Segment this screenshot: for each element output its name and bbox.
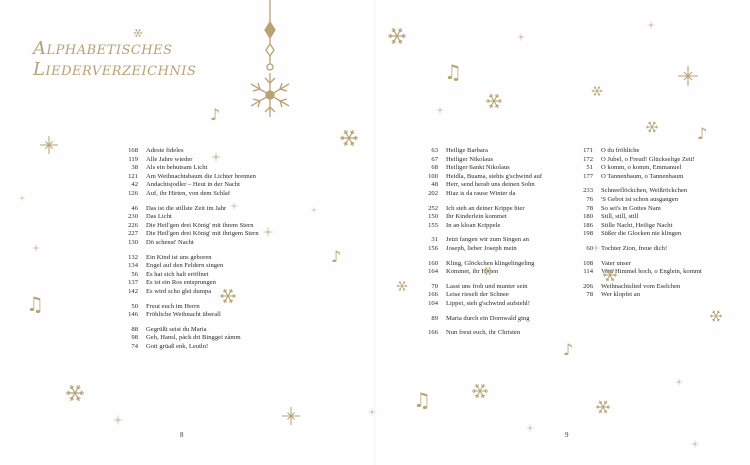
music-note-icon: ♪ — [210, 105, 221, 124]
entry-song-title: Kommet, ihr Hirten — [446, 268, 499, 276]
entry-page-number: 48 — [431, 181, 438, 189]
entry-page-number: 202 — [428, 189, 438, 197]
entry-song-title: Dö schenst' Nacht — [146, 238, 194, 246]
entry-page-number: 146 — [128, 311, 138, 319]
index-entry — [575, 260, 702, 269]
entry-song-title: Vom Himmel hoch, o Englein, kommt — [601, 268, 702, 276]
snowflake-icon — [471, 382, 489, 400]
sparkle-star-icon — [211, 152, 221, 162]
entry-song-title: Engel auf den Feldern singen — [146, 262, 224, 270]
index-entry — [120, 213, 259, 222]
entry-song-title: 'S Gebot ist schon ausgangen — [601, 195, 679, 203]
entry-song-title: Leise rieselt der Schnee — [446, 291, 509, 299]
index-entry — [575, 164, 702, 173]
entry-song-title: Tochter Zion, freue dich! — [601, 244, 668, 252]
entry-song-title: Ich steh an deiner Krippe hier — [446, 204, 525, 212]
entry-song-title: Wer klopfet an — [601, 291, 641, 299]
index-entry — [575, 147, 702, 156]
entry-page-number: 126 — [128, 189, 138, 197]
entry-page-number: 63 — [431, 147, 438, 154]
sparkle-star-icon — [517, 33, 525, 41]
entry-song-title: Es hat sich halt eröffnet — [146, 270, 209, 278]
index-entry — [120, 271, 259, 280]
entry-song-title: O Tannenbaum, o Tannenbaum — [601, 172, 684, 180]
sparkle-star-icon — [647, 21, 655, 29]
entry-page-number: 177 — [583, 172, 593, 180]
music-note-icon: ♪ — [697, 124, 708, 143]
index-entry — [120, 262, 259, 271]
entry-song-title: Lippei, steh g'schwind aufstehl! — [446, 299, 530, 307]
entry-song-title: Heiliger Nikolaus — [446, 155, 494, 163]
sparkle-star-icon — [311, 207, 317, 213]
entry-page-number: 114 — [583, 268, 593, 276]
entry-page-number: 206 — [583, 282, 593, 290]
sparkle-star-icon — [436, 106, 444, 114]
music-note-icon: ♫ — [26, 292, 44, 316]
entry-song-title: O Jubel, o Freud! Glückselige Zeit! — [601, 155, 695, 163]
snowflake-icon — [339, 128, 359, 148]
entry-page-number: 31 — [431, 236, 438, 244]
snowflake-icon — [595, 399, 611, 415]
entry-song-title: Geh, Hansl, pàck dri Binggei zàmm — [146, 334, 241, 342]
entry-page-number: 98 — [131, 334, 138, 342]
snowflake-icon — [396, 280, 408, 292]
entry-song-title: Still, still, still — [601, 213, 639, 221]
index-entry — [420, 315, 542, 324]
sparkle-star-icon — [263, 227, 273, 237]
entry-song-title: O komm, o komm, Emmanuel — [601, 164, 682, 172]
index-entry — [420, 260, 542, 269]
sparkle-star-icon — [467, 164, 473, 170]
index-entry — [420, 283, 542, 292]
index-entry — [120, 279, 259, 288]
entry-page-number: 60 — [586, 244, 593, 252]
entry-song-title: O du fröhliche — [601, 147, 640, 154]
entry-page-number: 50 — [131, 302, 138, 310]
entry-page-number: 171 — [583, 147, 593, 154]
index-entry — [120, 190, 259, 199]
entry-page-number: 46 — [131, 204, 138, 212]
index-entry — [420, 156, 542, 165]
index-entry — [575, 291, 702, 300]
entry-song-title: Süßer die Glocken nie klingen — [601, 230, 682, 238]
entry-song-title: Heiliger Sankt Nikolaus — [446, 164, 510, 172]
index-entry — [420, 222, 542, 231]
snowflake-icon — [485, 92, 503, 110]
snowflake-icon — [133, 28, 143, 38]
snowflake-icon — [219, 287, 237, 305]
entry-song-title: Freut euch im Herrn — [146, 302, 200, 310]
entry-page-number: 108 — [583, 259, 593, 267]
entry-song-title: In an kloan Krippele — [446, 221, 501, 229]
entry-song-title: Die Heil'gen drei König' mit ihrem Stern — [146, 221, 254, 229]
sparkle-star-icon — [691, 440, 699, 448]
page-title — [33, 38, 196, 80]
entry-page-number: 227 — [128, 230, 138, 238]
index-entry — [420, 205, 542, 214]
index-entry — [420, 236, 542, 245]
entry-page-number: 130 — [128, 238, 138, 246]
entry-song-title: So sei's in Gottes Nam — [601, 204, 661, 212]
index-entry — [575, 156, 702, 165]
entry-page-number: 78 — [586, 204, 593, 212]
entry-song-title: Die Heil'gen drei König' mit ihrigem Stern — [146, 230, 259, 238]
entry-page-number: 74 — [131, 342, 138, 350]
entry-page-number: 104 — [428, 299, 438, 307]
entry-song-title: Am Weihnachtsbaum die Lichter brennen — [146, 172, 256, 180]
entry-page-number: 160 — [428, 259, 438, 267]
music-note-icon: ♫ — [413, 388, 431, 412]
sparkle-star-icon — [113, 415, 123, 425]
index-entry — [420, 164, 542, 173]
entry-song-title: Als ein behutsam Licht — [146, 164, 208, 172]
sparkle-star-icon — [677, 65, 699, 87]
entry-song-title: Alle Jahre wieder — [146, 155, 193, 163]
index-entry — [420, 300, 542, 309]
index-entry — [120, 147, 259, 156]
index-entry — [120, 173, 259, 182]
entry-song-title: Andachtsjodler – Heut in der Nacht — [146, 181, 240, 189]
snowflake-icon — [483, 266, 493, 276]
entry-page-number: 172 — [583, 155, 593, 163]
index-entry — [420, 245, 542, 254]
index-entry — [420, 291, 542, 300]
index-entry — [575, 283, 702, 292]
index-entry — [420, 181, 542, 190]
snowflake-icon — [709, 309, 723, 323]
entry-page-number: 134 — [128, 262, 138, 270]
index-entry — [420, 329, 542, 338]
entry-page-number: 164 — [428, 268, 438, 276]
entry-song-title: Stille Nacht, Heilige Nacht — [601, 221, 673, 229]
left-index-column — [120, 147, 259, 351]
index-entry — [575, 173, 702, 182]
index-entry — [575, 268, 702, 277]
index-entry — [120, 288, 259, 297]
entry-song-title: Das Licht — [146, 213, 172, 221]
index-entry — [120, 164, 259, 173]
right-index-column-1 — [420, 147, 542, 338]
entry-song-title: Fröhliche Weihnacht überall — [146, 311, 221, 319]
entry-song-title: Ihr Kinderlein kommet — [446, 213, 507, 221]
entry-page-number: 121 — [128, 172, 138, 180]
sparkle-star-icon — [592, 244, 600, 252]
entry-page-number: 70 — [431, 282, 438, 290]
page-number-right: 9 — [565, 431, 569, 439]
index-entry — [420, 190, 542, 199]
entry-page-number: 180 — [583, 213, 593, 221]
entry-page-number: 226 — [128, 221, 138, 229]
index-entry — [120, 156, 259, 165]
entry-song-title: Es wird scho glei dumpa — [146, 287, 212, 295]
sparkle-star-icon — [526, 424, 534, 432]
entry-page-number: 132 — [128, 253, 138, 261]
entry-page-number: 42 — [131, 181, 138, 189]
snowflake-icon — [387, 26, 407, 46]
sparkle-star-icon — [32, 244, 40, 252]
sparkle-star-icon — [230, 202, 238, 210]
entry-song-title: Adeste fideles — [146, 147, 184, 154]
index-entry — [120, 230, 259, 239]
title-line-2: Liederverzeichnis — [33, 59, 197, 80]
entry-page-number: 88 — [131, 325, 138, 333]
entry-page-number: 76 — [586, 195, 593, 203]
index-entry — [420, 213, 542, 222]
index-entry — [575, 230, 702, 239]
entry-page-number: 142 — [128, 287, 138, 295]
index-entry — [120, 334, 259, 343]
index-entry — [120, 343, 259, 352]
snowflake-icon — [645, 120, 659, 134]
index-entry — [120, 239, 259, 248]
entry-page-number: 155 — [428, 221, 438, 229]
sparkle-star-icon — [19, 195, 25, 201]
page-number-left: 8 — [180, 431, 184, 439]
entry-page-number: 78 — [586, 291, 593, 299]
right-index-column-2 — [575, 147, 702, 300]
entry-song-title: Schneeflöckchen, Weißröckchen — [601, 187, 688, 195]
entry-page-number: 233 — [583, 187, 593, 195]
index-entry — [420, 173, 542, 182]
snowflake-icon — [65, 383, 85, 403]
index-entry — [575, 213, 702, 222]
entry-song-title: Kling, Glöckchen klingelingeling — [446, 259, 535, 267]
hanging-ornament-icon — [245, 0, 295, 150]
index-entry — [420, 268, 542, 277]
index-entry — [120, 181, 259, 190]
snowflake-icon — [591, 85, 603, 97]
sparkle-star-icon — [39, 135, 59, 155]
entry-song-title: Maria durch ein Dornwald ging — [446, 314, 530, 322]
entry-song-title: Gegrüßt seist du Maria — [146, 325, 207, 333]
entry-page-number: 38 — [131, 164, 138, 172]
index-entry — [120, 303, 259, 312]
index-entry — [120, 254, 259, 263]
entry-page-number: 89 — [431, 314, 438, 322]
index-entry — [575, 187, 702, 196]
entry-page-number: 119 — [128, 155, 138, 163]
entry-song-title: Herr, send herab uns deinen Sohn — [446, 181, 535, 189]
entry-page-number: 168 — [128, 147, 138, 154]
entry-page-number: 150 — [428, 213, 438, 221]
entry-page-number: 166 — [428, 291, 438, 299]
sparkle-star-icon — [675, 378, 683, 386]
index-entry — [120, 326, 259, 335]
entry-page-number: 68 — [431, 164, 438, 172]
index-entry — [575, 205, 702, 214]
entry-song-title: Weihnachtslied vom Eselchen — [601, 282, 681, 290]
entry-song-title: Vater unser — [601, 259, 631, 267]
entry-page-number: 67 — [431, 155, 438, 163]
page-fold — [374, 0, 376, 465]
entry-song-title: Lasst uns froh und munter sein — [446, 282, 528, 290]
index-entry — [120, 222, 259, 231]
index-entry — [575, 196, 702, 205]
entry-song-title: Ein Kind ist uns geboren — [146, 253, 212, 261]
entry-page-number: 137 — [128, 279, 138, 287]
entry-song-title: Nun freut euch, ihr Christen — [446, 329, 521, 337]
entry-page-number: 186 — [583, 221, 593, 229]
index-entry — [420, 147, 542, 156]
music-note-icon: ♪ — [563, 340, 574, 359]
music-note-icon: ♫ — [444, 60, 462, 84]
entry-song-title: Das ist die stillste Zeit im Jahr — [146, 204, 227, 212]
entry-page-number: 100 — [428, 172, 438, 180]
entry-song-title: Hiaz is da rause Winter da — [446, 189, 516, 197]
entry-page-number: 230 — [128, 213, 138, 221]
entry-song-title: Heidla, Buama, stehts g'schwind auf — [446, 172, 543, 180]
entry-page-number: 198 — [583, 230, 593, 238]
entry-page-number: 56 — [131, 270, 138, 278]
index-entry — [120, 311, 259, 320]
sparkle-star-icon — [368, 408, 376, 416]
entry-song-title: Jetzt fangen wir zum Singen an — [446, 236, 529, 244]
entry-song-title: Joseph, lieber Joseph mein — [446, 244, 517, 252]
entry-page-number: 156 — [428, 244, 438, 252]
entry-song-title: Gott grüaß enk, Leutln! — [146, 342, 209, 350]
snowflake-icon — [602, 267, 618, 283]
title-line-1: Alphabetisches — [33, 38, 173, 59]
entry-page-number: 166 — [428, 329, 438, 337]
entry-page-number: 252 — [428, 204, 438, 212]
entry-song-title: Es ist ein Ros entsprungen — [146, 279, 216, 287]
entry-page-number: 51 — [586, 164, 593, 172]
entry-song-title: Auf, ihr Hirten, von dem Schlaf — [146, 189, 231, 197]
sparkle-star-icon — [281, 406, 301, 426]
index-entry — [575, 222, 702, 231]
entry-song-title: Heilige Barbara — [446, 147, 488, 154]
music-note-icon: ♪ — [331, 247, 342, 266]
